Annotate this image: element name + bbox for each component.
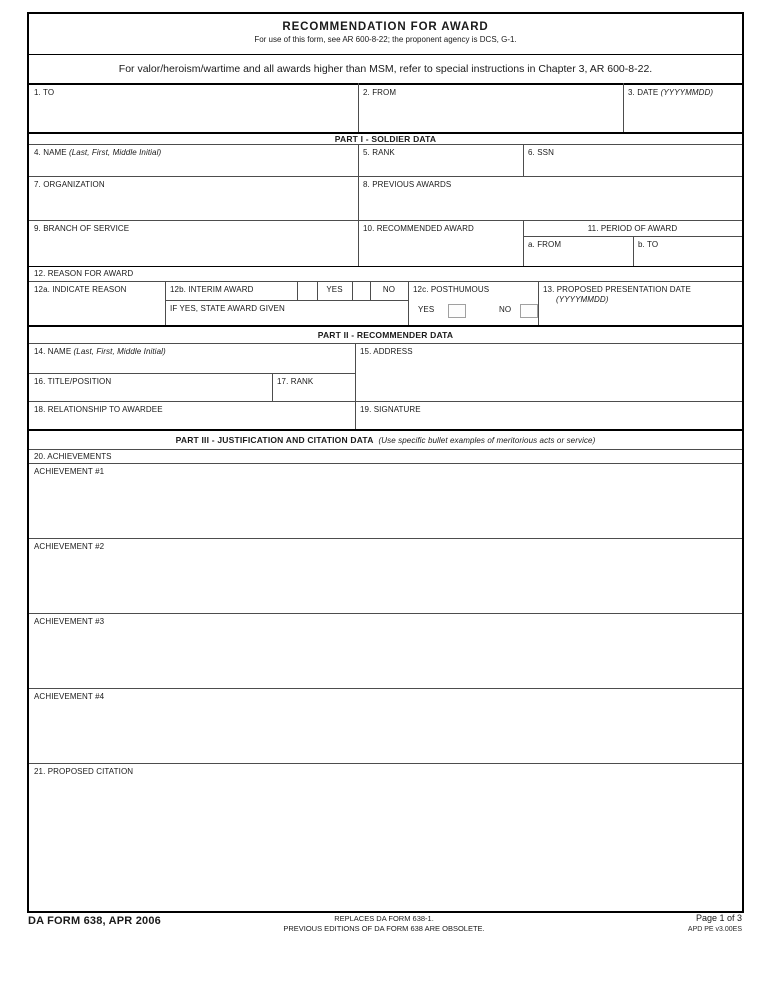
form-title: RECOMMENDATION FOR AWARD [282, 21, 489, 33]
divider [623, 83, 624, 132]
achievement-3-label: ACHIEVEMENT #3 [34, 617, 105, 626]
special-instructions-notice: For valor/heroism/wartime and all awards higher than MSM, refer to special instructions in Chapter 3, AR 600-8-22. [118, 63, 653, 75]
field-signature[interactable] [355, 402, 742, 429]
field-relationship[interactable] [29, 402, 355, 429]
field-proposed-citation-label: 21. PROPOSED CITATION [34, 767, 134, 776]
field-interim-award-label: 12b. INTERIM AWARD [170, 285, 254, 294]
field-recommender-rank[interactable] [272, 374, 355, 401]
field-indicate-reason-label: 12a. INDICATE REASON [34, 285, 127, 294]
part2-header: PART II - RECOMMENDER DATA [317, 330, 454, 340]
field-presentation-date[interactable] [538, 282, 742, 325]
footer-page-number: Page 1 of 3 [695, 913, 742, 923]
field-interim-if-yes-label: IF YES, STATE AWARD GIVEN [170, 304, 285, 313]
field-previous-awards-label: 8. PREVIOUS AWARDS [363, 180, 452, 189]
field-ssn[interactable] [523, 145, 742, 176]
period-of-award-header: 11. PERIOD OF AWARD [587, 224, 678, 233]
field-achievement-1[interactable] [29, 464, 742, 538]
field-date-label: 3. DATE [628, 88, 659, 97]
field-rank-label: 5. RANK [363, 148, 395, 157]
form-header [29, 14, 742, 54]
achievement-4-label: ACHIEVEMENT #4 [34, 692, 105, 701]
divider [358, 220, 359, 266]
divider [523, 220, 524, 266]
divider [523, 144, 524, 176]
divider [370, 281, 371, 300]
field-from[interactable] [358, 85, 623, 132]
posthumous-no-checkbox[interactable] [520, 304, 538, 318]
field-recommended-award[interactable] [358, 221, 523, 266]
divider [317, 281, 318, 300]
divider [297, 281, 298, 300]
field-reason-label: 12. REASON FOR AWARD [34, 269, 134, 278]
field-achievements [29, 450, 742, 463]
form-subtitle: For use of this form, see AR 600-8-22; the proponent agency is DCS, G-1. [254, 35, 517, 44]
field-name[interactable] [29, 145, 358, 176]
field-recommended-award-label: 10. RECOMMENDED AWARD [363, 224, 474, 233]
field-branch-of-service[interactable] [29, 221, 358, 266]
field-signature-label: 19. SIGNATURE [360, 405, 421, 414]
field-rank[interactable] [358, 145, 523, 176]
posthumous-yes-label: YES [418, 305, 435, 314]
footer-version: APD PE v3.00ES [687, 926, 742, 933]
field-period-to-label: b. TO [638, 240, 659, 249]
field-recommender-name-note: (Last, First, Middle Initial) [73, 347, 166, 356]
form-table [27, 12, 744, 913]
field-ssn-label: 6. SSN [528, 148, 554, 157]
achievement-1-label: ACHIEVEMENT #1 [34, 467, 105, 476]
interim-yes-label-cell: YES [326, 285, 343, 294]
field-name-label: 4. NAME [34, 148, 67, 157]
field-period-from[interactable] [523, 237, 633, 266]
divider [633, 236, 634, 266]
divider [272, 373, 273, 401]
field-achievement-2[interactable] [29, 539, 742, 613]
posthumous-no-label: NO [499, 305, 512, 314]
field-title-position[interactable] [29, 374, 272, 401]
field-organization[interactable] [29, 177, 358, 220]
field-recommender-rank-label: 17. RANK [277, 377, 314, 386]
field-branch-label: 9. BRANCH OF SERVICE [34, 224, 130, 233]
footer-replaces-line2: PREVIOUS EDITIONS OF DA FORM 638 ARE OBSOLETE. [283, 923, 485, 933]
field-date-format: (YYYYMMDD) [660, 88, 714, 97]
divider [165, 281, 166, 325]
field-presentation-date-label: 13. PROPOSED PRESENTATION DATE [543, 285, 691, 294]
divider [358, 144, 359, 176]
divider [408, 281, 409, 325]
field-period-from-label: a. FROM [528, 240, 562, 249]
field-title-position-label: 16. TITLE/POSITION [34, 377, 112, 386]
interim-yes-checkbox[interactable] [297, 282, 317, 300]
footer-replaces-note [184, 914, 584, 933]
part3-note: (Use specific bullet examples of meritorious acts or service) [378, 435, 596, 445]
field-achievement-3[interactable] [29, 614, 742, 688]
divider [358, 83, 359, 132]
field-posthumous [408, 282, 538, 325]
part1-header: PART I - SOLDIER DATA [334, 134, 437, 144]
field-to[interactable] [29, 85, 358, 132]
divider [352, 281, 353, 300]
divider [355, 343, 356, 429]
field-name-note: (Last, First, Middle Initial) [68, 148, 162, 157]
field-organization-label: 7. ORGANIZATION [34, 180, 105, 189]
divider [358, 176, 359, 220]
field-previous-awards[interactable] [358, 177, 742, 220]
field-proposed-citation[interactable] [29, 764, 742, 911]
field-posthumous-label: 12c. POSTHUMOUS [413, 285, 490, 294]
field-address[interactable] [355, 344, 742, 401]
field-indicate-reason[interactable] [29, 282, 165, 325]
interim-no-checkbox[interactable] [352, 282, 370, 300]
field-interim-if-yes[interactable] [165, 301, 408, 325]
field-from-label: 2. FROM [363, 88, 397, 97]
field-presentation-date-format: (YYYYMMDD) [556, 295, 609, 304]
interim-no-label-cell: NO [382, 285, 396, 294]
achievement-2-label: ACHIEVEMENT #2 [34, 542, 105, 551]
field-recommender-name-label: 14. NAME [34, 347, 72, 356]
divider [538, 281, 539, 325]
field-achievements-label: 20. ACHIEVEMENTS [34, 452, 112, 461]
field-relationship-label: 18. RELATIONSHIP TO AWARDEE [34, 405, 163, 414]
field-address-label: 15. ADDRESS [360, 347, 413, 356]
footer-form-id: DA FORM 638, APR 2006 [28, 915, 161, 927]
field-date[interactable] [623, 85, 742, 132]
field-recommender-name[interactable] [29, 344, 355, 373]
field-reason-for-award[interactable] [29, 267, 742, 281]
part3-header: PART III - JUSTIFICATION AND CITATION DATA (Use specific bullet examples of meritorious acts or service) [175, 435, 596, 445]
field-interim-award [165, 282, 297, 300]
footer-replaces-line1: REPLACES DA FORM 638-1. [334, 914, 434, 923]
field-achievement-4[interactable] [29, 689, 742, 763]
field-period-to[interactable] [633, 237, 742, 266]
field-to-label: 1. TO [34, 88, 55, 97]
posthumous-yes-checkbox[interactable] [448, 304, 466, 318]
